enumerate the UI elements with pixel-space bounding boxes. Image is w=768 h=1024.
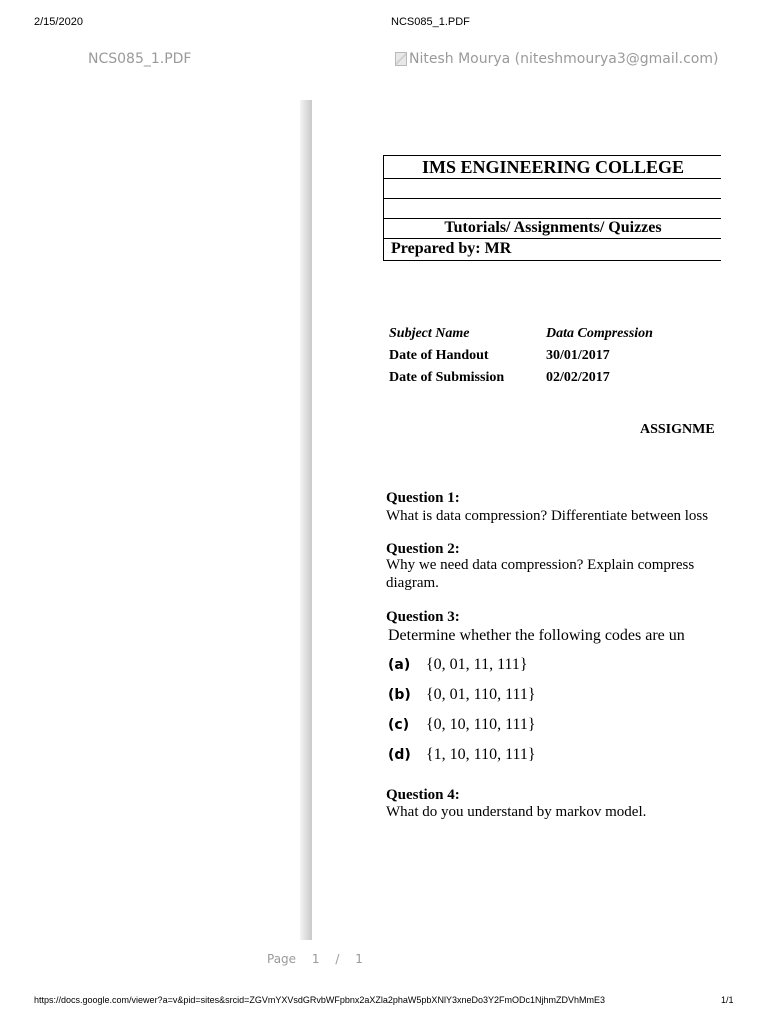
handout-date-label: Date of Handout <box>389 348 489 363</box>
code-option-label: (c) <box>388 717 410 733</box>
header-table <box>383 155 721 261</box>
question-2-title: Question 2: <box>386 541 460 557</box>
subject-name-value: Data Compression <box>546 326 653 341</box>
question-1-text: What is data compression? Differentiate between loss <box>386 508 709 524</box>
viewer-file-name[interactable]: NCS085_1.PDF <box>88 51 192 67</box>
code-option-label: (b) <box>388 687 411 703</box>
print-footer-page-count: 1/1 <box>721 995 734 1005</box>
code-option-set: {1, 10, 110, 111} <box>426 746 536 763</box>
page-separator: / <box>335 952 340 966</box>
page-label: Page <box>267 952 297 966</box>
code-option-set: {0, 01, 110, 111} <box>426 686 536 703</box>
code-option <box>388 686 536 704</box>
print-date: 2/15/2020 <box>34 16 83 28</box>
print-footer-url: https://docs.google.com/viewer?a=v&pid=sites&srcid=ZGVmYXVsdGRvbWFpbnx2aXZla2phaW5pbXNlY3xneDo3Y2FmODc1NjhmZDVhMmE3 <box>34 995 605 1005</box>
question-1-title: Question 1: <box>386 490 460 506</box>
question-4-title: Question 4: <box>386 787 460 803</box>
question-2-text-line-1: Why we need data compression? Explain compress <box>386 557 695 573</box>
print-title: NCS085_1.PDF <box>391 16 470 28</box>
code-option-label: (d) <box>388 747 411 763</box>
college-name: IMS ENGINEERING COLLEGE <box>384 156 721 179</box>
code-option <box>388 746 536 764</box>
page-total: 1 <box>355 952 363 966</box>
subject-name-label: Subject Name <box>389 326 470 341</box>
handout-date-value: 30/01/2017 <box>546 348 610 363</box>
prepared-by: Prepared by: MR <box>391 240 512 257</box>
page-indicator <box>267 952 363 966</box>
code-option <box>388 656 528 674</box>
question-4-text: What do you understand by markov model. <box>386 804 647 820</box>
header-table-empty-row <box>384 178 721 199</box>
assignment-heading: ASSIGNME <box>640 422 715 437</box>
header-table-empty-row <box>384 198 721 219</box>
question-2-text-line-2: diagram. <box>386 575 439 591</box>
code-option-set: {0, 01, 11, 111} <box>426 656 528 673</box>
page-current[interactable]: 1 <box>311 952 320 966</box>
viewer-user-label: Nitesh Mourya (niteshmourya3@gmail.com) <box>409 51 719 67</box>
code-option <box>388 716 536 734</box>
question-3-title: Question 3: <box>386 609 460 625</box>
question-3-text: Determine whether the following codes are un <box>388 627 685 644</box>
submission-date-value: 02/02/2017 <box>546 370 610 385</box>
code-option-set: {0, 10, 110, 111} <box>426 716 536 733</box>
code-option-label: (a) <box>388 657 411 673</box>
document-subtitle: Tutorials/ Assignments/ Quizzes <box>384 218 721 239</box>
submission-date-label: Date of Submission <box>389 370 505 385</box>
